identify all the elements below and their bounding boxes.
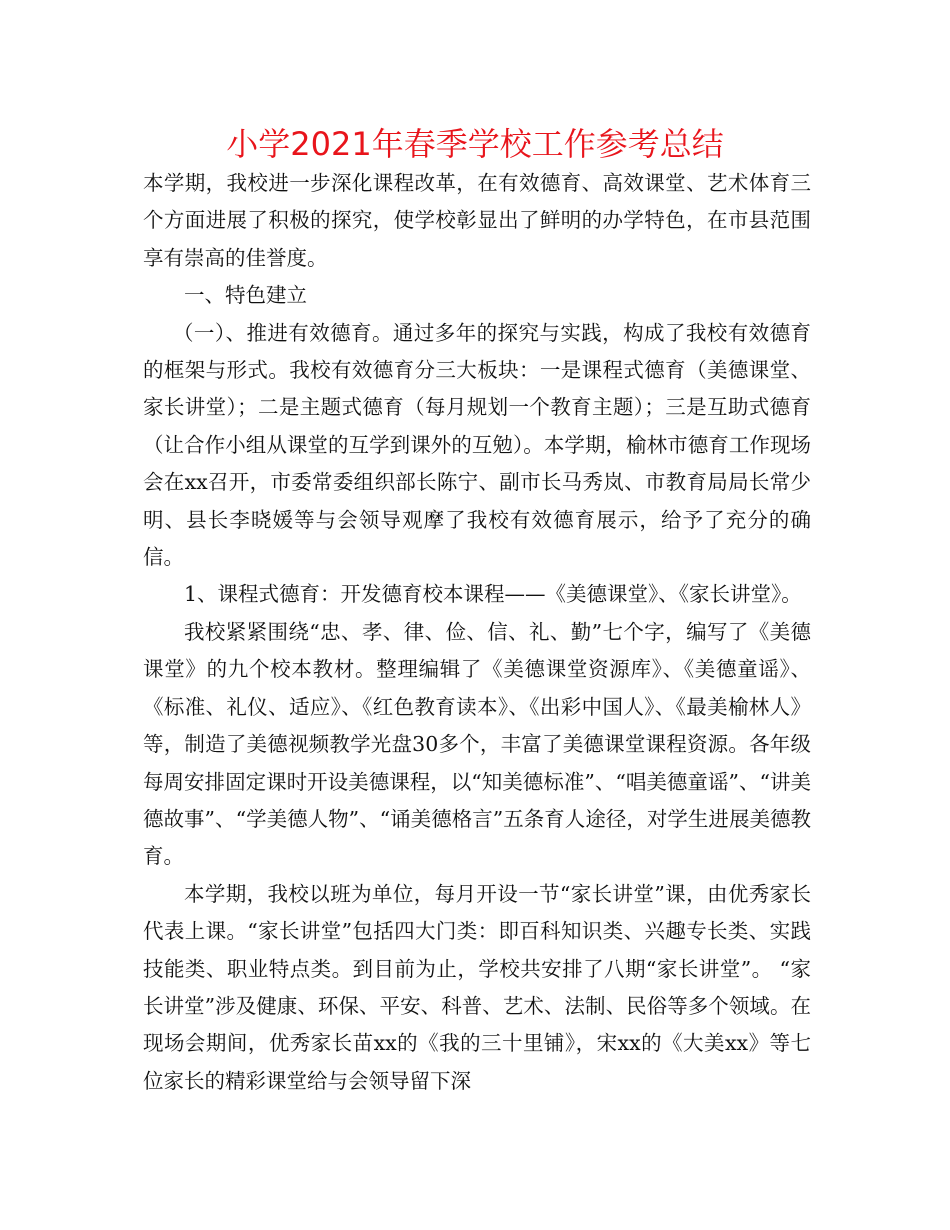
paragraph-effective-moral-education: （一）、推进有效德育。通过多年的探究与实践，构成了我校有效德育的框架与形式。我校有效德育分三大板块：一是课程式德育（美德课堂、家长讲堂）；二是主题式德育（每月规划一个教育主题）；三是互助式德育（让合作小组从课堂的互学到课外的互勉）。本学期，榆林市德育工作现场会在xx召开，市委常委组织部长陈宁、副市长马秀岚、市教育局局长常少明、县长李晓媛等与会领导观摩了我校有效德育展示，给予了充分的确信。 [143,320,811,570]
document-body [143,165,811,1100]
paragraph-course-moral-education: 1、课程式德育：开发德育校本课程——《美德课堂》、《家长讲堂》。 [184,582,802,607]
document-title: 小学2021年春季学校工作参考总结 [226,125,724,163]
section-heading-special: 一、特色建立 [184,283,307,308]
paragraph-virtue-classroom: 我校紧紧围绕“忠、孝、律、俭、信、礼、勤”七个字，编写了《美德课堂》的九个校本教材。整理编辑了《美德课堂资源库》、《美德童谣》、《标准、礼仪、适应》、《红色教育读本》、《出彩中国人》、《最美榆林人》等，制造了美德视频教学光盘30多个，丰富了美德课堂课程资源。各年级每周安排固定课时开设美德课程，以“知美德标准”、“唱美德童谣”、“讲美德故事”、“学美德人物”、“诵美德格言”五条育人途径，对学生进展美德教育。 [143,619,811,869]
paragraph-intro: 本学期，我校进一步深化课程改革，在有效德育、高效课堂、艺术体育三个方面进展了积极的探究，使学校彰显出了鲜明的办学特色，在市县范围享有崇高的佳誉度。 [143,171,811,270]
paragraph-parent-lecture: 本学期，我校以班为单位，每月开设一节“家长讲堂”课，由优秀家长代表上课。“家长讲堂”包括四大门类：即百科知识类、兴趣专长类、实践技能类、职业特点类。到目前为止，学校共安排了八期“家长讲堂”。 “家长讲堂”涉及健康、环保、平安、科普、艺术、法制、民俗等多个领域。在现场会期间，优秀家长苗xx的《我的三十里铺》，宋xx的《大美xx》等七位家长的精彩课堂给与会领导留下深 [143,881,811,1093]
